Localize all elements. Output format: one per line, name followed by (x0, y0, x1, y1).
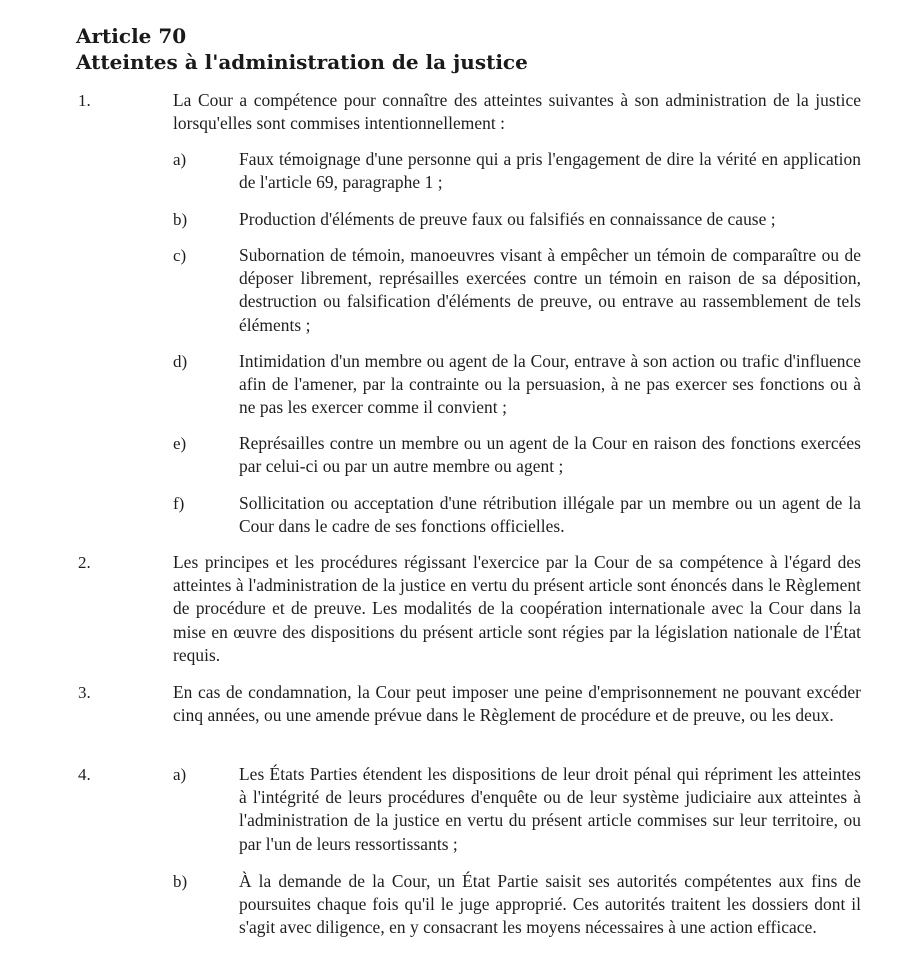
paragraph-number: 4. (78, 765, 91, 784)
item-letter: a) (173, 765, 187, 784)
paragraph-text: La Cour a compétence pour connaître des atteintes suivantes à son administration de la justice lorsqu'elles sont commises intentionnellement : (173, 90, 861, 134)
paragraph-text: En cas de condamnation, la Cour peut imposer une peine d'emprisonnement ne pouvant excéder cinq années, ou une amende prévue dans le Règlement de procédure et de preuve, ou les deux. (173, 682, 861, 726)
paragraph-number: 1. (78, 91, 91, 110)
item-text: Sollicitation ou acceptation d'une rétribution illégale par un membre ou un agent de la Cour dans le cadre de ses fonctions officielles. (239, 493, 861, 537)
article-title: Atteintes à l'administration de la justice (76, 50, 528, 74)
item-text: Production d'éléments de preuve faux ou falsifiés en connaissance de cause ; (239, 209, 776, 229)
item-text: À la demande de la Cour, un État Partie saisit ses autorités compétentes aux fins de poursuites chaque fois qu'il le juge approprié. Ces autorités traitent les dossiers dont il s'agit avec diligence, en y consacrant les moyens nécessaires à une action efficace. (239, 871, 861, 938)
item-text: Faux témoignage d'une personne qui a pris l'engagement de dire la vérité en application de l'article 69, paragraphe 1 ; (239, 149, 861, 193)
item-letter: a) (173, 150, 187, 169)
paragraph-text: Les principes et les procédures régissant l'exercice par la Cour de sa compétence à l'égard des atteintes à l'administration de la justice en vertu du présent article sont énoncés dans le Règlement de procédure et de preuve. Les modalités de la coopération internationale avec la Cour dans la mise en œuvre des dispositions du présent article sont régies par la législation nationale de l'État requis. (173, 552, 861, 665)
item-text: Subornation de témoin, manoeuvres visant à empêcher un témoin de comparaître ou de déposer librement, représailles exercées contre un témoin en raison de sa déposition, destruction ou falsification d'éléments de preuve, ou entrave au rassemblement de tels éléments ; (239, 245, 861, 335)
item-letter: e) (173, 434, 187, 453)
item-letter: b) (173, 210, 188, 229)
item-letter: d) (173, 352, 188, 371)
item-text: Représailles contre un membre ou un agent de la Cour en raison des fonctions exercées par celui-ci ou par un autre membre ou agent ; (239, 433, 861, 477)
paragraph-number: 3. (78, 683, 91, 702)
article-number: Article 70 (76, 24, 187, 48)
item-letter: c) (173, 246, 187, 265)
item-text: Intimidation d'un membre ou agent de la Cour, entrave à son action ou trafic d'influence afin de l'amener, par la contrainte ou la persuasion, à ne pas exercer ses fonctions ou à ne pas les exercer comme il convient ; (239, 351, 861, 418)
item-text: Les États Parties étendent les dispositions de leur droit pénal qui répriment les atteintes à l'intégrité de leurs procédures d'enquête ou de leur système judiciaire aux atteintes à l'administration de la justice en vertu du présent article commises sur leur territoire, ou par l'un de leurs ressortissants ; (239, 764, 861, 854)
item-letter: f) (173, 494, 185, 513)
paragraph-number: 2. (78, 553, 91, 572)
item-letter: b) (173, 872, 188, 891)
